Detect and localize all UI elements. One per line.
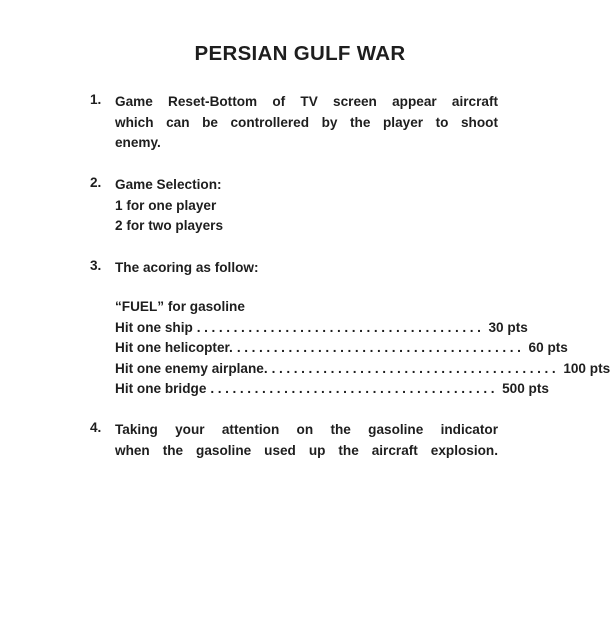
rule-1-line: which can be controllered by the player to shoot <box>115 114 498 130</box>
score-row <box>115 318 528 339</box>
dot-leader: ....................................... <box>210 381 499 396</box>
score-points: 500 pts <box>502 381 549 396</box>
rule-4-line: Taking your attention on the gasoline indicator <box>115 422 498 437</box>
score-label: Hit one bridge <box>115 381 207 396</box>
score-row <box>115 359 610 380</box>
rule-3 <box>90 258 498 279</box>
rule-3-number: 3. <box>90 258 102 273</box>
dot-leader: ....................................... <box>196 319 485 335</box>
rule-2-line: Game Selection: <box>115 177 222 192</box>
scoring-table <box>90 297 610 400</box>
score-points: 100 pts <box>563 360 610 376</box>
rule-2-line: 2 for two players <box>115 218 224 233</box>
score-row <box>115 379 549 400</box>
page-title: PERSIAN GULF WAR <box>194 42 406 65</box>
fuel-note: “FUEL” for gasoline <box>115 299 245 314</box>
score-label: Hit one enemy airplane. <box>115 360 268 376</box>
scoring-heading: The acoring as follow: <box>115 260 259 275</box>
rule-2-number: 2. <box>90 175 102 190</box>
rule-1-line: Game Reset-Bottom of TV screen appear aircraft <box>115 94 498 109</box>
score-row <box>115 338 568 359</box>
rule-2-line: 1 for one player <box>115 197 217 213</box>
rule-4-line: when the gasoline used up the aircraft explosion. <box>115 442 498 458</box>
dot-leader: ....................................... <box>271 360 560 376</box>
score-points: 60 pts <box>528 340 568 355</box>
rule-4 <box>90 420 498 461</box>
score-points: 30 pts <box>488 319 528 335</box>
rule-2 <box>90 175 498 237</box>
score-label: Hit one ship <box>115 319 193 335</box>
rule-1-number: 1. <box>90 92 102 107</box>
rule-1 <box>90 92 498 154</box>
score-label: Hit one helicopter. <box>115 340 233 355</box>
rule-1-line: enemy. <box>115 135 161 150</box>
dot-leader: ....................................... <box>236 340 525 355</box>
rule-4-number: 4. <box>90 420 102 435</box>
